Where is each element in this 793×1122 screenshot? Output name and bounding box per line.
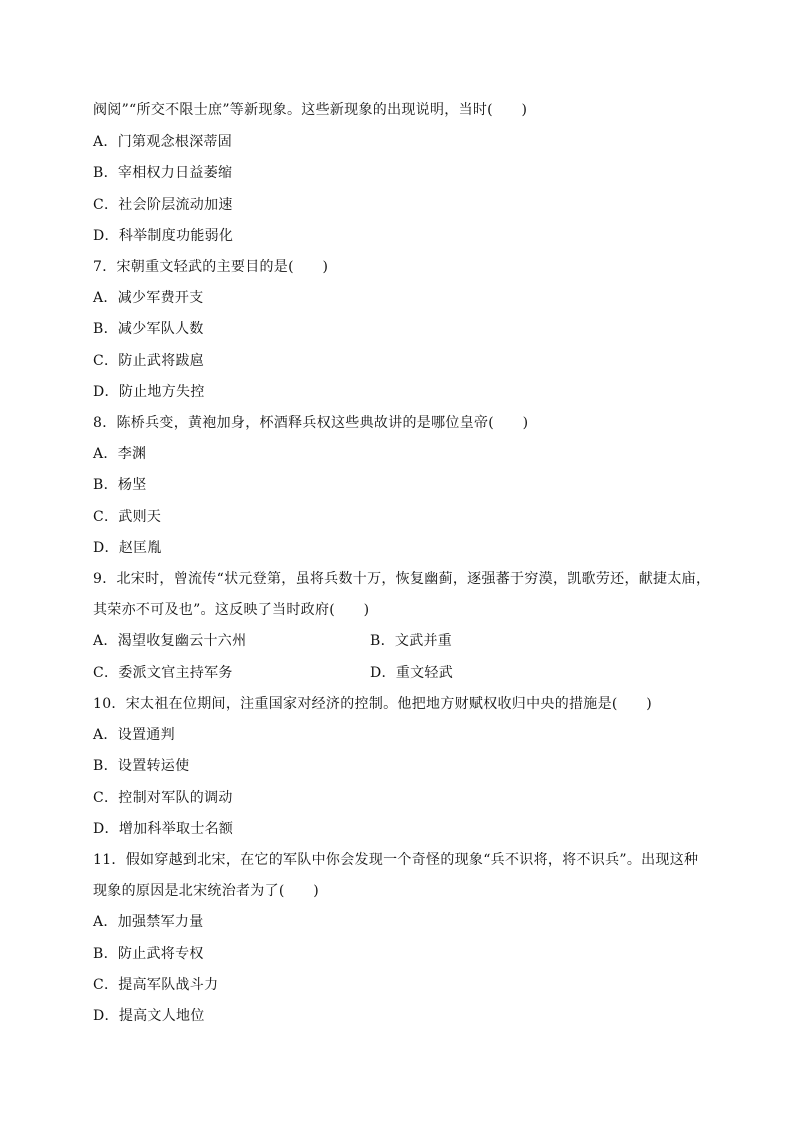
option-a: A．渴望收复幽云十六州 xyxy=(93,633,247,649)
option-a: A．李渊 xyxy=(93,446,147,462)
option-d: D．赵匡胤 xyxy=(93,540,162,556)
option-b: B．杨坚 xyxy=(93,477,147,493)
question-7-stem: 7．宋朝重文轻武的主要目的是( ) xyxy=(93,259,329,275)
option-d: D．提高文人地位 xyxy=(93,1008,205,1024)
option-d: D．重文轻武 xyxy=(370,665,454,681)
question-11-stem-cont: 现象的原因是北宋统治者为了( ) xyxy=(93,883,320,899)
option-c: C．委派文官主持军务 xyxy=(93,665,233,681)
option-b: B．宰相权力日益萎缩 xyxy=(93,165,233,181)
option-c: C．防止武将跋扈 xyxy=(93,353,205,369)
question-6-stem-end: 阀阅”“所交不限士庶”等新现象。这些新现象的出现说明，当时( ) xyxy=(93,102,528,118)
option-d: D．防止地方失控 xyxy=(93,384,205,400)
option-c: C．控制对军队的调动 xyxy=(93,790,233,806)
option-b: B．防止武将专权 xyxy=(93,946,204,962)
option-d: D．增加科举取士名额 xyxy=(93,821,234,837)
option-c: C．武则天 xyxy=(93,509,162,525)
question-11-stem: 11．假如穿越到北宋，在它的军队中你会发现一个奇怪的现象“兵不识将，将不识兵”。出现这种 xyxy=(93,852,699,868)
question-10-stem: 10．宋太祖在位期间，注重国家对经济的控制。他把地方财赋权收归中央的措施是( ) xyxy=(93,696,653,712)
option-a: A．设置通判 xyxy=(93,727,175,743)
option-d: D．科举制度功能弱化 xyxy=(93,228,234,244)
option-a: A．门第观念根深蒂固 xyxy=(93,134,233,150)
option-c: C．提高军队战斗力 xyxy=(93,977,219,993)
question-9-stem: 9．北宋时，曾流传“状元登第，虽将兵数十万，恢复幽蓟，逐强蕃于穷漠，凯歌劳还，献捷太庙， xyxy=(93,571,711,587)
option-b: B．设置转运使 xyxy=(93,758,190,774)
option-c: C．社会阶层流动加速 xyxy=(93,197,233,213)
question-9-stem-cont: 其荣亦不可及也”。这反映了当时政府( ) xyxy=(93,602,370,618)
question-8-stem: 8．陈桥兵变，黄袍加身，杯酒释兵权这些典故讲的是哪位皇帝( ) xyxy=(93,415,529,431)
option-b: B．文武并重 xyxy=(370,633,453,649)
option-a: A．减少军费开支 xyxy=(93,290,204,306)
option-b: B．减少军队人数 xyxy=(93,321,204,337)
option-a: A．加强禁军力量 xyxy=(93,914,204,930)
